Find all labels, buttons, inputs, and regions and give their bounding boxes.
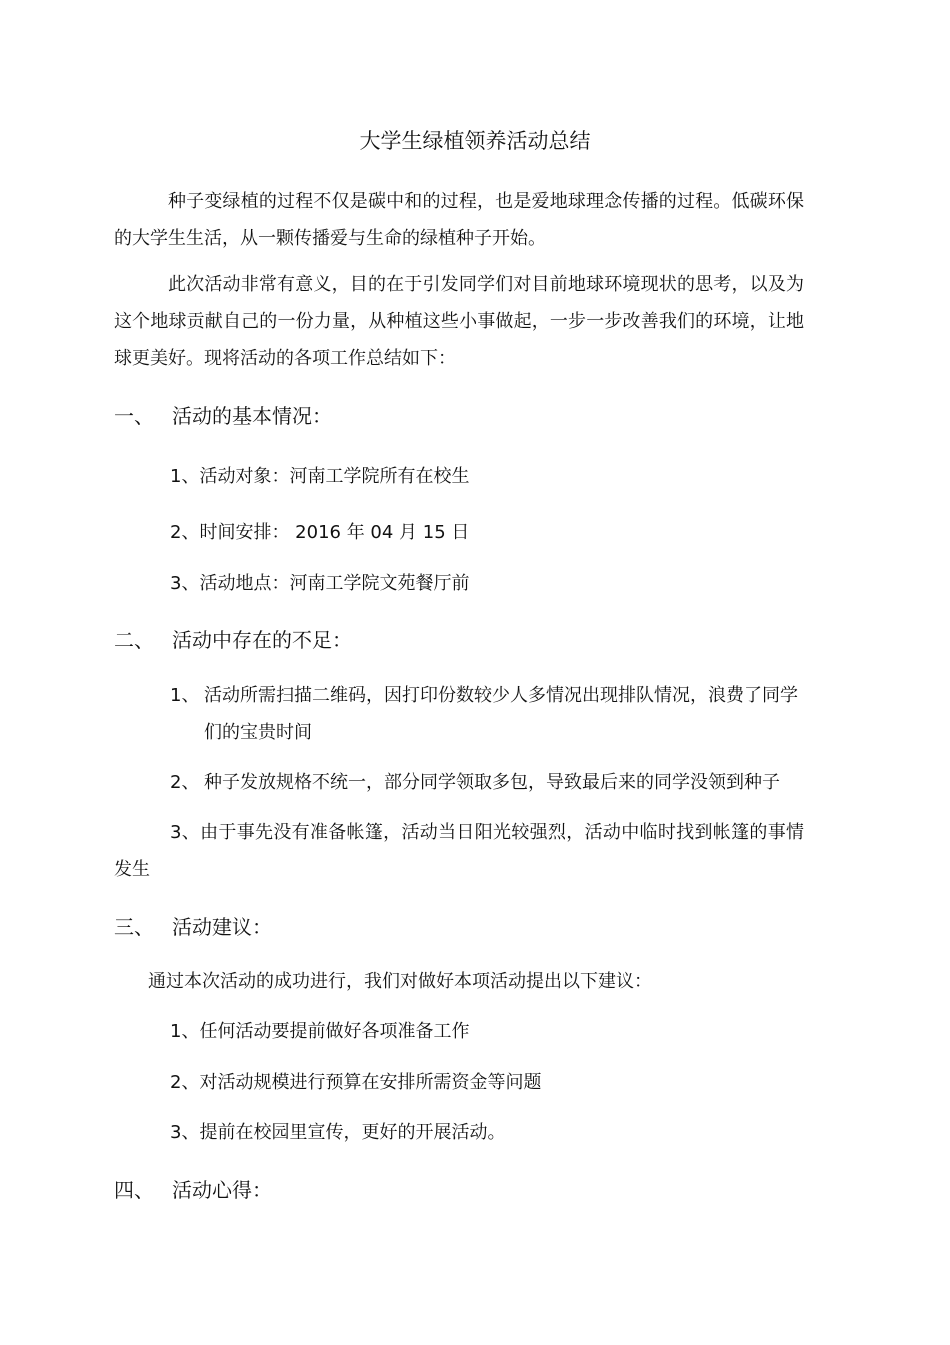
list-item: 1、任何活动要提前做好各项准备工作 xyxy=(170,1021,470,1042)
document-title: 大学生绿植领养活动总结 xyxy=(359,129,591,153)
section-title: 活动心得： xyxy=(172,1178,272,1202)
section-title: 活动建议： xyxy=(172,915,272,939)
section-heading-3 xyxy=(114,912,814,942)
section-heading-2 xyxy=(114,625,814,655)
section-number: 二、 xyxy=(114,628,154,652)
list-item-number: 2、 xyxy=(170,772,200,793)
list-item: 3、活动地点：河南工学院文苑餐厅前 xyxy=(170,573,470,594)
list-item xyxy=(114,814,804,888)
section-number: 一、 xyxy=(114,404,154,428)
list-item-number: 1、 xyxy=(170,685,200,706)
list-item xyxy=(170,677,810,751)
list-item: 3、提前在校园里宣传，更好的开展活动。 xyxy=(170,1122,506,1143)
list-item-number: 3、 xyxy=(170,822,201,843)
section-number: 三、 xyxy=(114,915,154,939)
list-item: 2、时间安排： 2016 年 04 月 15 日 xyxy=(170,522,470,543)
section-number: 四、 xyxy=(114,1178,154,1202)
list-item: 2、对活动规模进行预算在安排所需资金等问题 xyxy=(170,1072,542,1093)
section-title: 活动中存在的不足： xyxy=(172,628,352,652)
section-title: 活动的基本情况： xyxy=(172,404,332,428)
section-heading-4 xyxy=(114,1175,814,1205)
list-item xyxy=(170,764,810,801)
section-heading-1 xyxy=(114,401,814,431)
intro-paragraph-2: 此次活动非常有意义，目的在于引发同学们对目前地球环境现状的思考，以及为这个地球贡献自己的一份力量，从种植这些小事做起，一步一步改善我们的环境，让地球更美好。现将活动的各项工作总结如下： xyxy=(114,274,804,369)
list-item: 1、活动对象：河南工学院所有在校生 xyxy=(170,466,470,487)
intro-paragraph-1: 种子变绿植的过程不仅是碳中和的过程，也是爱地球理念传播的过程。低碳环保的大学生生活，从一颗传播爱与生命的绿植种子开始。 xyxy=(114,191,804,249)
list-item-text: 种子发放规格不统一，部分同学领取多包，导致最后来的同学没领到种子 xyxy=(204,772,780,793)
section-lead-text: 通过本次活动的成功进行，我们对做好本项活动提出以下建议： xyxy=(148,971,652,992)
list-item-text: 活动所需扫描二维码，因打印份数较少人多情况出现排队情况，浪费了同学们的宝贵时间 xyxy=(204,685,798,743)
list-item-text: 由于事先没有准备帐篷，活动当日阳光较强烈，活动中临时找到帐篷的事情发生 xyxy=(114,822,805,880)
